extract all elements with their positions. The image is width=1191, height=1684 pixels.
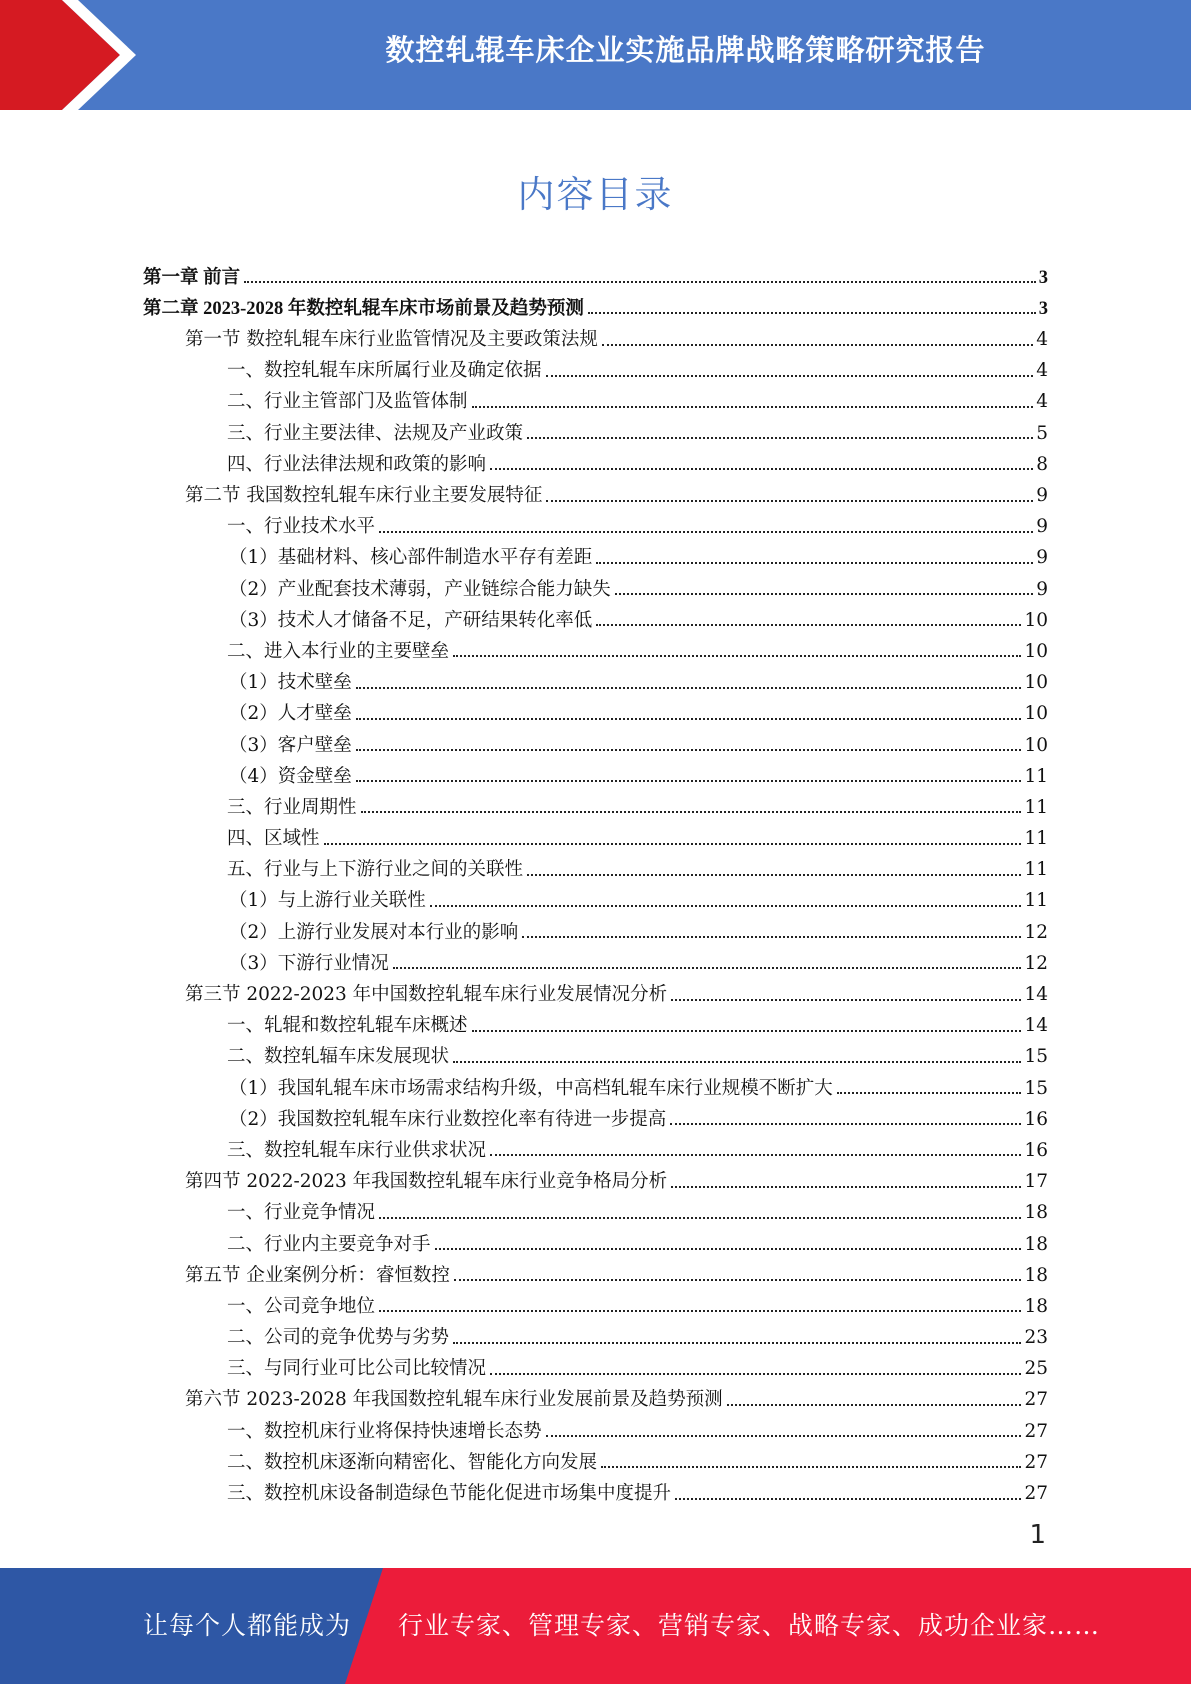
toc-leader-dots: [379, 531, 1033, 533]
toc-entry-page: 11: [1024, 890, 1048, 912]
toc-entry-page: 18: [1024, 1295, 1048, 1317]
toc-entry-page: 9: [1036, 485, 1048, 506]
table-of-contents: [143, 256, 1048, 1504]
toc-entry[interactable]: [143, 1160, 1048, 1191]
toc-entry-page: 11: [1024, 765, 1048, 787]
toc-leader-dots: [522, 936, 1021, 938]
toc-entry[interactable]: [143, 474, 1048, 505]
toc-entry-label: 二、进入本行业的主要壁垒: [227, 640, 450, 662]
toc-entry[interactable]: [143, 599, 1048, 630]
toc-entry-label: 二、行业内主要竞争对手: [227, 1233, 431, 1255]
toc-entry-page: 4: [1036, 391, 1048, 413]
toc-entry-page: 3: [1038, 267, 1048, 288]
toc-entry-label: 第一章 前言: [143, 267, 241, 288]
toc-entry-page: 18: [1024, 1202, 1048, 1224]
toc-entry[interactable]: [143, 880, 1048, 911]
toc-entry[interactable]: [143, 1472, 1048, 1503]
toc-entry-page: 10: [1024, 734, 1048, 756]
toc-entry-page: 12: [1024, 921, 1048, 943]
toc-leader-dots: [671, 1186, 1021, 1188]
toc-leader-dots: [379, 1310, 1021, 1312]
toc-entry-page: 10: [1024, 703, 1048, 725]
toc-leader-dots: [596, 624, 1021, 626]
toc-entry-label: 第一节 数控轧辊车床行业监管情况及主要政策法规: [185, 329, 598, 351]
toc-entry[interactable]: [143, 568, 1048, 599]
toc-heading: 内容目录: [517, 173, 674, 216]
toc-entry-page: 11: [1024, 796, 1048, 818]
toc-entry[interactable]: [143, 1379, 1048, 1410]
toc-entry-page: 3: [1038, 298, 1048, 319]
toc-entry-page: 15: [1024, 1077, 1048, 1099]
toc-entry-page: 18: [1024, 1233, 1048, 1255]
toc-entry-page: 27: [1024, 1420, 1048, 1442]
toc-entry-label: （3）客户壁垒: [229, 734, 352, 756]
toc-entry[interactable]: [143, 911, 1048, 942]
toc-entry-page: 18: [1024, 1264, 1048, 1286]
toc-entry[interactable]: [143, 256, 1048, 287]
toc-entry-page: 27: [1024, 1483, 1048, 1504]
toc-entry-label: 二、数控机床逐渐向精密化、智能化方向发展: [227, 1451, 598, 1473]
toc-entry[interactable]: [143, 1129, 1048, 1160]
toc-entry-label: 一、数控轧辊车床所属行业及确定依据: [227, 360, 542, 382]
toc-entry-label: （1）基础材料、核心部件制造水平存有差距: [229, 547, 593, 569]
toc-entry[interactable]: [143, 506, 1048, 537]
toc-entry-label: 第六节 2023-2028 年我国数控轧辊车床行业发展前景及趋势预测: [185, 1389, 723, 1411]
toc-entry[interactable]: [143, 1067, 1048, 1098]
toc-leader-dots: [527, 437, 1033, 439]
toc-entry-label: （2）上游行业发展对本行业的影响: [229, 921, 519, 943]
toc-leader-dots: [453, 1061, 1021, 1063]
toc-entry-page: 14: [1024, 1015, 1048, 1037]
toc-leader-dots: [356, 718, 1022, 720]
toc-entry-page: 17: [1024, 1171, 1048, 1193]
toc-entry[interactable]: [143, 1192, 1048, 1223]
toc-entry-page: 15: [1024, 1046, 1048, 1068]
toc-leader-dots: [472, 406, 1034, 408]
toc-entry-page: 27: [1024, 1451, 1048, 1473]
toc-entry-label: 第五节 企业案例分析：睿恒数控: [185, 1264, 450, 1286]
toc-leader-dots: [546, 500, 1033, 502]
toc-leader-dots: [675, 1498, 1021, 1500]
toc-leader-dots: [601, 1466, 1021, 1468]
toc-leader-dots: [490, 1154, 1021, 1156]
toc-entry-label: 第二节 我国数控轧辊车床行业主要发展特征: [185, 485, 543, 506]
toc-entry[interactable]: [143, 287, 1048, 318]
toc-entry-label: （4）资金壁垒: [229, 765, 352, 787]
toc-entry[interactable]: [143, 350, 1048, 381]
toc-entry-page: 12: [1024, 952, 1048, 974]
toc-entry-label: 四、区域性: [227, 828, 320, 850]
toc-entry-page: 14: [1024, 984, 1048, 1005]
toc-entry[interactable]: [143, 1036, 1048, 1067]
toc-entry-page: 8: [1036, 453, 1048, 475]
report-title: 数控轧辊车床企业实施品牌战略策略研究报告: [385, 33, 986, 67]
toc-leader-dots: [244, 281, 1036, 283]
toc-leader-dots: [546, 375, 1034, 377]
toc-leader-dots: [490, 1373, 1021, 1375]
toc-entry-page: 10: [1024, 609, 1048, 631]
toc-entry-label: 二、公司的竞争优势与劣势: [227, 1327, 450, 1349]
header-chevron-decoration: [0, 0, 150, 110]
toc-entry-label: 一、行业技术水平: [227, 516, 376, 538]
toc-leader-dots: [527, 874, 1021, 876]
page-footer: [0, 1568, 1191, 1684]
toc-entry-label: 二、行业主管部门及监管体制: [227, 391, 468, 413]
toc-entry[interactable]: [143, 1316, 1048, 1347]
toc-entry-page: 11: [1024, 828, 1048, 850]
toc-leader-dots: [379, 1217, 1021, 1219]
toc-entry[interactable]: [143, 443, 1048, 474]
toc-entry[interactable]: [143, 755, 1048, 786]
toc-entry-label: 三、数控轧辊车床行业供求状况: [227, 1139, 487, 1161]
toc-leader-dots: [356, 687, 1022, 689]
toc-entry-page: 11: [1024, 859, 1048, 881]
toc-leader-dots: [670, 1123, 1021, 1125]
toc-entry[interactable]: [143, 942, 1048, 973]
toc-entry-label: 三、行业主要法律、法规及产业政策: [227, 422, 524, 444]
footer-slogan-right: 行业专家、管理专家、营销专家、战略专家、成功企业家……: [398, 1611, 1101, 1640]
toc-entry-page: 23: [1024, 1327, 1048, 1349]
toc-entry-label: 第三节 2022-2023 年中国数控轧辊车床行业发展情况分析: [185, 984, 668, 1005]
toc-leader-dots: [490, 468, 1033, 470]
toc-entry-page: 16: [1024, 1108, 1048, 1130]
toc-entry-page: 10: [1024, 672, 1048, 694]
toc-entry[interactable]: [143, 318, 1048, 349]
toc-entry-label: 一、轧辊和数控轧辊车床概述: [227, 1015, 468, 1037]
toc-leader-dots: [393, 967, 1022, 969]
toc-entry[interactable]: [143, 1254, 1048, 1285]
toc-entry-label: 一、公司竞争地位: [227, 1295, 376, 1317]
toc-entry[interactable]: [143, 1441, 1048, 1472]
page-number: 1: [1029, 1520, 1046, 1550]
toc-entry-page: 16: [1024, 1139, 1048, 1161]
toc-entry-label: 二、数控轧辐车床发展现状: [227, 1046, 450, 1068]
toc-entry-page: 5: [1036, 422, 1048, 444]
toc-leader-dots: [727, 1404, 1022, 1406]
toc-leader-dots: [671, 999, 1021, 1001]
toc-entry-page: 10: [1024, 640, 1048, 662]
toc-entry-label: 三、行业周期性: [227, 796, 357, 818]
toc-entry[interactable]: [143, 1348, 1048, 1379]
toc-entry-label: （1）我国轧辊车床市场需求结构升级，中高档轧辊车床行业规模不断扩大: [229, 1077, 833, 1099]
toc-entry-label: 三、数控机床设备制造绿色节能化促进市场集中度提升: [227, 1483, 672, 1504]
toc-leader-dots: [546, 1435, 1022, 1437]
toc-leader-dots: [356, 749, 1022, 751]
toc-entry-label: 一、行业竞争情况: [227, 1202, 376, 1224]
toc-entry-page: 9: [1036, 578, 1048, 600]
toc-leader-dots: [453, 655, 1021, 657]
toc-leader-dots: [356, 780, 1022, 782]
toc-entry-label: （1）与上游行业关联性: [229, 890, 426, 912]
toc-entry-label: （3）下游行业情况: [229, 952, 389, 974]
toc-entry[interactable]: [143, 1223, 1048, 1254]
toc-entry-label: （1）技术壁垒: [229, 672, 352, 694]
toc-entry[interactable]: [143, 537, 1048, 568]
toc-entry[interactable]: [143, 412, 1048, 443]
toc-entry-label: 一、数控机床行业将保持快速增长态势: [227, 1420, 542, 1442]
toc-entry[interactable]: [143, 817, 1048, 848]
toc-entry[interactable]: [143, 1005, 1048, 1036]
toc-entry-page: 4: [1036, 360, 1048, 382]
toc-entry[interactable]: [143, 1098, 1048, 1129]
toc-leader-dots: [472, 1030, 1022, 1032]
toc-entry-page: 9: [1036, 547, 1048, 569]
toc-leader-dots: [453, 1342, 1021, 1344]
toc-entry-label: 四、行业法律法规和政策的影响: [227, 453, 487, 475]
toc-leader-dots: [435, 1248, 1022, 1250]
toc-entry[interactable]: [143, 849, 1048, 880]
toc-entry-label: 第二章 2023-2028 年数控轧辊车床市场前景及趋势预测: [143, 298, 584, 319]
toc-entry-page: 25: [1024, 1358, 1048, 1380]
toc-entry[interactable]: [143, 786, 1048, 817]
toc-leader-dots: [588, 312, 1036, 314]
toc-entry-label: （2）人才壁垒: [229, 703, 352, 725]
toc-leader-dots: [602, 344, 1033, 346]
toc-entry-page: 27: [1024, 1389, 1048, 1411]
toc-leader-dots: [837, 1092, 1022, 1094]
toc-entry-page: 9: [1036, 516, 1048, 538]
toc-entry[interactable]: [143, 1410, 1048, 1441]
toc-entry-label: 第四节 2022-2023 年我国数控轧辊车床行业竞争格局分析: [185, 1171, 668, 1193]
toc-leader-dots: [430, 905, 1022, 907]
page-header: [0, 0, 1191, 110]
toc-entry[interactable]: [143, 630, 1048, 661]
toc-entry[interactable]: [143, 724, 1048, 755]
toc-entry[interactable]: [143, 661, 1048, 692]
toc-leader-dots: [615, 593, 1033, 595]
toc-leader-dots: [596, 562, 1033, 564]
toc-entry-label: （3）技术人才储备不足，产研结果转化率低: [229, 609, 593, 631]
toc-entry-label: （2）产业配套技术薄弱，产业链综合能力缺失: [229, 578, 611, 600]
toc-entry-label: （2）我国数控轧辊车床行业数控化率有待进一步提高: [229, 1108, 667, 1130]
toc-entry-label: 五、行业与上下游行业之间的关联性: [227, 859, 524, 881]
toc-entry-page: 4: [1036, 329, 1048, 351]
toc-entry[interactable]: [143, 1285, 1048, 1316]
toc-leader-dots: [454, 1279, 1022, 1281]
toc-leader-dots: [361, 811, 1022, 813]
toc-entry[interactable]: [143, 381, 1048, 412]
footer-slogan-left: 让每个人都能成为: [143, 1611, 352, 1640]
toc-entry[interactable]: [143, 973, 1048, 1004]
toc-entry-label: 三、与同行业可比公司比较情况: [227, 1358, 487, 1380]
toc-entry[interactable]: [143, 693, 1048, 724]
toc-leader-dots: [324, 843, 1022, 845]
